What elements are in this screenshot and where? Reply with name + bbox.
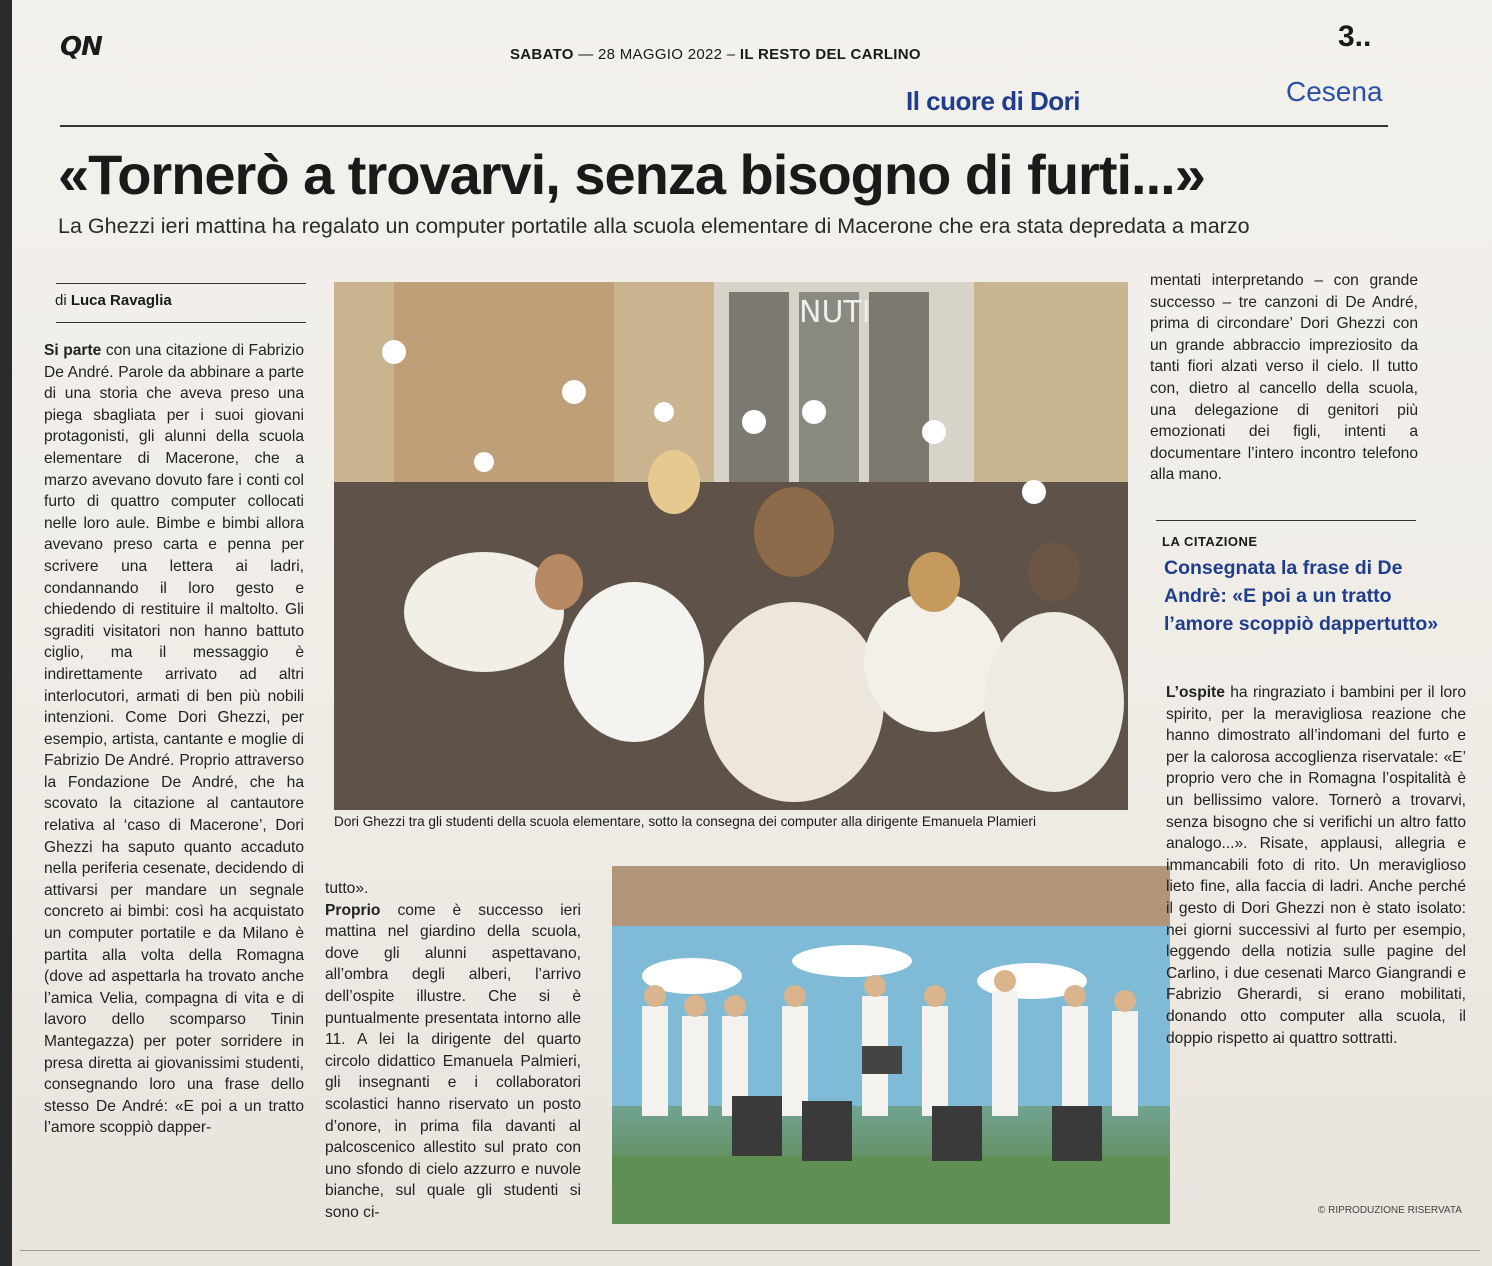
headline: «Tornerò a trovarvi, senza bisogno di furti...» bbox=[58, 143, 1205, 206]
header-rule bbox=[60, 125, 1388, 127]
photo-students-celebration bbox=[334, 282, 1128, 810]
school-sign: NUTI bbox=[799, 295, 871, 330]
article-column-2 bbox=[325, 878, 581, 1224]
dateline-day: SABATO bbox=[510, 46, 574, 63]
column-4-text: ha ringraziato i bambini per il loro spirito, per la meravigliosa reazione che hanno dimostrato all’indomani del furto e per la calorosa accoglienza riservatale: «E’ proprio vero che in Romagna l’ospitalità è un bellissimo valore. Tornerò a trovarvi, senza bisogno che si verifichi un altro fatto analogo...». Risate, applausi, allegria e immancabili foto di rito. Un meraviglioso lieto fine, alla faccia di ladri. Anche perché il gesto di Dori Ghezzi non è stato isolato: nei giorni successivi al furto per esempio, leggendo della notizia sulle pagine del Carlino, i due cesenati Marco Giangrandi e Fabrizio Gherardi, si erano mobilitati, donando otto computer alla scuola, il doppio rispetto ai quattro sottratti. bbox=[1166, 684, 1466, 1047]
column-2-lead: Proprio bbox=[325, 901, 381, 919]
dateline-paper: IL RESTO DEL CARLINO bbox=[739, 46, 921, 63]
byline bbox=[55, 292, 172, 309]
dateline-date: 28 MAGGIO 2022 bbox=[598, 46, 723, 63]
quote-text: Consegnata la frase di De Andrè: «E poi a un tratto l’amore scoppiò dappertutto» bbox=[1164, 557, 1439, 635]
photo-group-illustration bbox=[612, 866, 1170, 1224]
city-label: Cesena bbox=[1286, 76, 1383, 107]
copyright-note: © RIPRODUZIONE RISERVATA bbox=[1318, 1205, 1462, 1216]
footer-rule bbox=[20, 1250, 1480, 1251]
article-column-3: mentati interpretando – con grande successo – tre canzoni di De André, prima di circondare’ Dori Ghezzi con un grande abbraccio impreziosito da tanti fiori alzati verso il cielo. Il tutto con, dietro al cancello della scuola, una delegazione di genitori più emozionati dei figli, intenti a documentare l’intero incontro telefono alla mano. bbox=[1150, 272, 1418, 484]
article-column-1 bbox=[44, 340, 304, 1139]
photo-caption: Dori Ghezzi tra gli studenti della scuola elementare, sotto la consegna dei computer alla dirigente Emanuela Plamieri bbox=[334, 814, 1036, 829]
quote-label: LA CITAZIONE bbox=[1162, 534, 1258, 549]
quote-rule bbox=[1156, 520, 1416, 521]
lead-words: Si parte bbox=[44, 342, 102, 359]
newspaper-logo: QN bbox=[60, 32, 102, 62]
column-1-text: con una citazione di Fabrizio De André. Parole da abbinare a parte di una storia che aveva preso una piega sbagliata per i suoi giovani protagonisti, gli alunni della scuola elementare di Macerone, che a marzo avevano dovuto fare i conti col furto di quattro computer collocati nelle loro aule. Bimbe e bimbi allora avevano preso carta e penna per scrivere una lettera ai ladri, condannando il loro gesto e chiedendo di restituire il maltolto. Gli sgraditi visitatori non hanno battuto ciglio, ma il messaggio è indirettamente arrivato ad altri interlocutori, armati di ben più nobili intenzioni. Come Dori Ghezzi, per esempio, artista, cantante e moglie di Fabrizio De André. Proprio attraverso la Fondazione De André, che ha scovato la citazione al cantautore relativa al ‘caso di Macerone’, Dori Ghezzi ha saputo quanto accaduto nella periferia cesenate, decidendo di attivarsi per mandare un segnale concreto ai bimbi: così ha acquistato un computer portatile e da Milano è partita alla volta della Romagna (dove ad aspettarla ha trovato anche l’amica Velia, compagna di vita e di lavoro dello scomparso Tinin Mantegazza) per poter sorridere in presa diretta ai giovanissimi studenti, consegnando loro una frase dello stesso De André: «E poi a un tratto l’amore scoppiò dapper- bbox=[44, 342, 304, 1137]
page-edge-shadow bbox=[0, 0, 12, 1266]
byline-rule-bottom bbox=[56, 322, 306, 323]
column-2-start: tutto». bbox=[325, 880, 369, 897]
column-4-lead: L’ospite bbox=[1166, 684, 1225, 701]
byline-rule-top bbox=[56, 283, 306, 284]
section-title: Il cuore di Dori bbox=[906, 86, 1081, 116]
subheadline: La Ghezzi ieri mattina ha regalato un computer portatile alla scuola elementare di Macerone che era stata depredata a marzo bbox=[58, 214, 1250, 238]
dateline: SABATO — 28 MAGGIO 2022 – IL RESTO DEL CARLINO bbox=[510, 46, 921, 63]
byline-author: Luca Ravaglia bbox=[70, 292, 172, 309]
page-number: 3.. bbox=[1338, 20, 1372, 53]
column-2-text: come è successo ieri mattina nel giardino della scuola, dove gli alunni aspettavano, all’ombra degli alberi, l’arrivo dell’ospite illustre. Che si è puntualmente presentata intorno alle 11. A lei la dirigente del quarto circolo didattico Emanuela Palmieri, gli insegnanti e i collaboratori scolastici hanno riservato un posto d’onore, in prima fila davanti al palcoscenico allestito sul prato con uno sfondo di cielo azzurro e nuvole bianche, sul quale gli studenti si sono ci- bbox=[325, 901, 581, 1221]
photo-students-illustration bbox=[334, 282, 1128, 810]
photo-group-portrait bbox=[612, 866, 1170, 1224]
byline-prefix: di bbox=[55, 292, 67, 309]
article-column-4 bbox=[1166, 682, 1466, 1049]
